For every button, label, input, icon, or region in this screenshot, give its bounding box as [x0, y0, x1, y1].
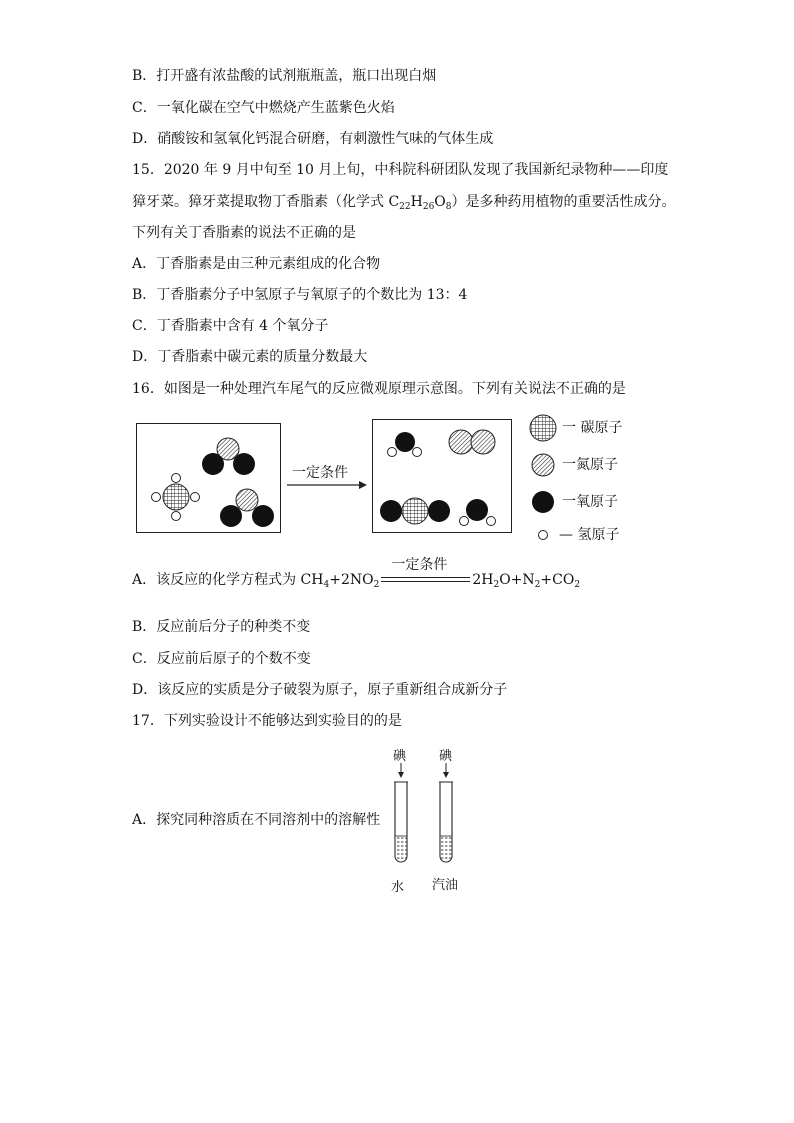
test-tubes-figure — [385, 760, 465, 875]
formula-text: +2NO — [329, 572, 374, 588]
hydrogen-atom — [152, 493, 161, 502]
q16-option-b: B．反应前后分子的种类不变 — [132, 619, 311, 635]
legend-hydrogen: — 氢原子 — [559, 527, 620, 543]
hydrogen-atom — [388, 448, 397, 457]
formula-sub: 8 — [445, 202, 452, 212]
carbon-atom — [163, 484, 189, 510]
formula-text: O — [434, 194, 446, 210]
formula-text: H — [410, 194, 423, 210]
hydrogen-atom — [487, 517, 496, 526]
q15-option-c: C．丁香脂素中含有 4 个氧分子 — [132, 318, 329, 334]
q14-option-d: D．硝酸铵和氢氧化钙混合研磨，有刺激性气味的气体生成 — [132, 131, 494, 147]
equation-condition: 一定条件 — [391, 557, 448, 573]
oxygen-atom — [220, 505, 242, 527]
hydrogen-atom — [413, 448, 422, 457]
formula-sub: 22 — [399, 202, 411, 212]
q15-stem-line1: 15．2020 年 9 月中旬至 10 月上旬，中科院科研团队发现了我国新纪录物种——印度 — [132, 162, 669, 178]
carbon-atom — [402, 498, 428, 524]
oxygen-atom — [395, 432, 415, 452]
q15-option-d: D．丁香脂素中碳元素的质量分数最大 — [132, 349, 368, 365]
q15-stem-line2 — [132, 192, 676, 217]
formula-sub: 2 — [493, 580, 500, 590]
q16-stem: 16．如图是一种处理汽车尾气的反应微观原理示意图。下列有关说法不正确的是 — [132, 381, 626, 397]
legend-nitrogen: 一氮原子 — [562, 457, 618, 473]
hydrogen-atom — [460, 517, 469, 526]
carbon-legend-icon — [530, 415, 556, 441]
tube1-bottom-label: 水 — [391, 880, 405, 895]
q17-option-a: A．探究同种溶质在不同溶剂中的溶解性 — [132, 812, 381, 828]
nitrogen-legend-icon — [532, 454, 554, 476]
test-tube-gasoline — [439, 782, 453, 862]
arrow-condition-label: 一定条件 — [292, 465, 348, 481]
oxygen-atom — [202, 453, 224, 475]
q15-option-a: A．丁香脂素是由三种元素组成的化合物 — [132, 256, 381, 272]
nitrogen-atom — [236, 489, 258, 511]
test-tube-water — [394, 782, 408, 862]
legend-carbon: 一 碳原子 — [562, 420, 623, 436]
formula-sub: 2 — [534, 580, 541, 590]
q15-stem-line3: 下列有关丁香脂素的说法不正确的是 — [132, 225, 356, 241]
formula-sub: 2 — [373, 580, 380, 590]
hydrogen-atom — [172, 512, 181, 521]
oxygen-atom — [428, 500, 450, 522]
q16-option-d: D．该反应的实质是分子破裂为原子，原子重新组合成新分子 — [132, 682, 508, 698]
q16-option-a — [132, 557, 581, 595]
oxygen-atom — [252, 505, 274, 527]
oxygen-atom — [380, 500, 402, 522]
tube1-top-label: 碘 — [393, 749, 407, 764]
q14-option-c: C．一氧化碳在空气中燃烧产生蓝紫色火焰 — [132, 100, 395, 116]
equation-sign — [379, 557, 472, 587]
products-molecules — [372, 419, 512, 533]
tube2-top-label: 碘 — [439, 749, 453, 764]
nitrogen-atom — [471, 430, 495, 454]
hydrogen-atom — [191, 493, 200, 502]
reaction-arrow — [287, 480, 367, 490]
formula-text: +CO — [540, 572, 575, 588]
q15-option-b: B．丁香脂素分子中氢原子与氧原子的个数比为 13：4 — [132, 287, 468, 303]
legend-symbols — [528, 414, 558, 544]
q15-stem-text: ）是多种药用植物的重要活性成分。 — [451, 194, 676, 210]
formula-sub: 2 — [574, 580, 581, 590]
oxygen-legend-icon — [532, 491, 554, 513]
formula-sub: 4 — [323, 580, 330, 590]
oxygen-atom — [233, 453, 255, 475]
hydrogen-legend-icon — [539, 531, 548, 540]
legend-oxygen: 一氧原子 — [562, 494, 618, 510]
reactants-molecules — [136, 423, 281, 533]
q16-option-c: C．反应前后原子的个数不变 — [132, 651, 311, 667]
q16-option-a-text: A．该反应的化学方程式为 CH — [132, 572, 324, 588]
q17-stem: 17．下列实验设计不能够达到实验目的的是 — [132, 713, 402, 729]
q15-stem-text: 獐牙菜。獐牙菜提取物丁香脂素（化学式 C — [132, 194, 400, 210]
oxygen-atom — [466, 499, 488, 521]
q14-option-b: B．打开盛有浓盐酸的试剂瓶瓶盖，瓶口出现白烟 — [132, 68, 437, 84]
tube2-bottom-label: 汽油 — [432, 878, 459, 893]
formula-sub: 26 — [422, 202, 435, 212]
formula-text: 2H — [472, 572, 494, 588]
hydrogen-atom — [172, 474, 181, 483]
formula-text: O+N — [499, 572, 535, 588]
nitrogen-atom — [449, 430, 473, 454]
